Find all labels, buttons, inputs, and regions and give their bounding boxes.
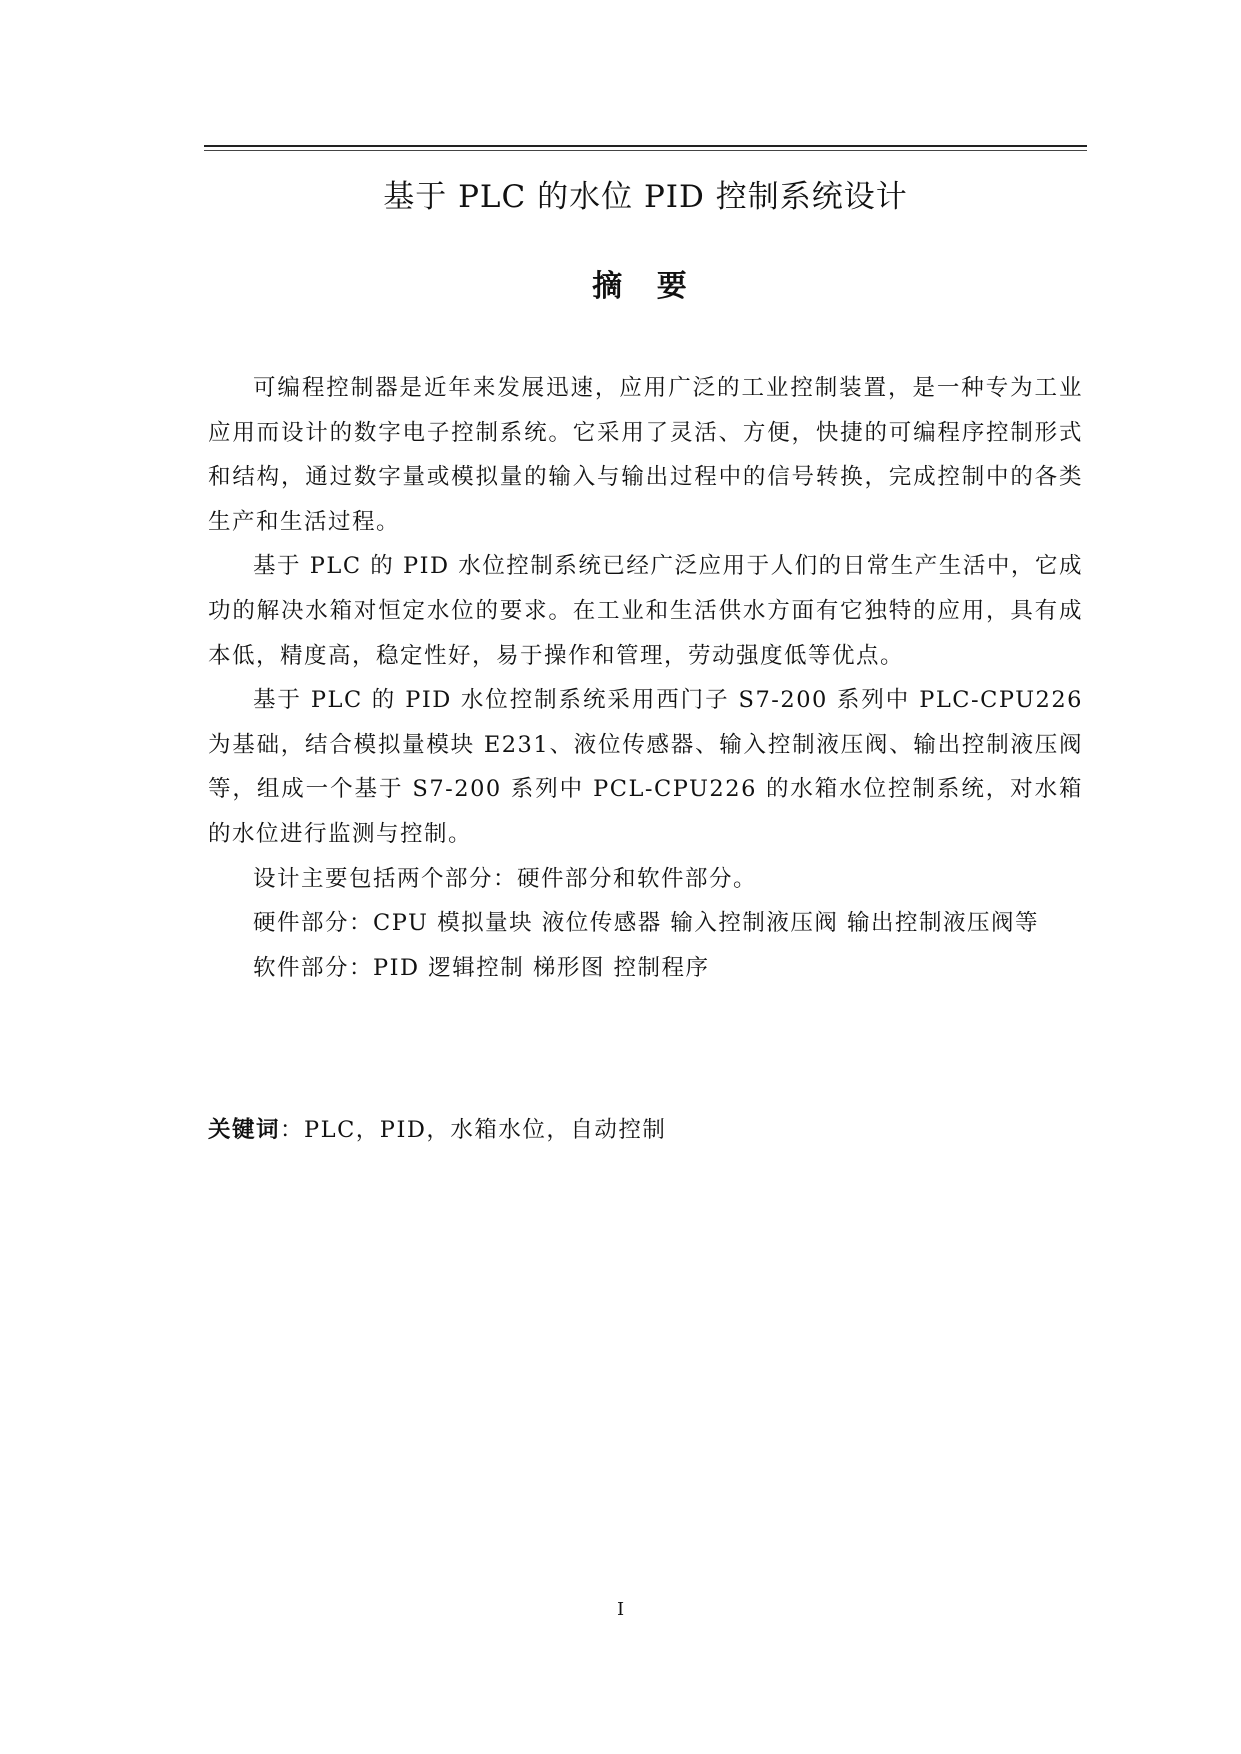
paper-title: 基于 PLC 的水位 PID 控制系统设计 (383, 179, 908, 215)
keywords-line (208, 1108, 1083, 1152)
abstract-paragraph-2: 基于 PLC 的 PID 水位控制系统已经广泛应用于人们的日常生产生活中，它成功的解决水箱对恒定水位的要求。在工业和生活供水方面有它独特的应用，具有成本低，精度高，稳定性好，易于操作和管理，劳动强度低等优点。 (208, 553, 1083, 669)
page-number: I (616, 1599, 625, 1620)
keywords-text: ：PLC，PID，水箱水位，自动控制 (280, 1117, 667, 1143)
abstract-body (208, 366, 1083, 990)
keywords-label: 关键词 (208, 1117, 281, 1143)
header-rule (204, 145, 1087, 147)
abstract-paragraph-4: 设计主要包括两个部分：硬件部分和软件部分。 (253, 865, 758, 892)
abstract-paragraph-6: 软件部分：PID 逻辑控制 梯形图 控制程序 (253, 954, 710, 981)
abstract-paragraph-1: 可编程控制器是近年来发展迅速，应用广泛的工业控制装置，是一种专为工业应用而设计的数字电子控制系统。它采用了灵活、方便，快捷的可编程序控制形式和结构，通过数字量或模拟量的输入与输出过程中的信号转换，完成控制中的各类生产和生活过程。 (208, 375, 1083, 535)
header-rule-thin (204, 150, 1087, 151)
abstract-paragraph-3: 基于 PLC 的 PID 水位控制系统采用西门子 S7-200 系列中 PLC-CPU226 为基础，结合模拟量模块 E231、液位传感器、输入控制液压阀、输出控制液压阀等，组成一个基于 S7-200 系列中 PCL-CPU226 的水箱水位控制系统，对水箱的水位进行监测与控制。 (208, 687, 1083, 847)
abstract-heading: 摘 要 (592, 269, 699, 304)
abstract-paragraph-5: 硬件部分：CPU 模拟量块 液位传感器 输入控制液压阀 输出控制液压阀等 (253, 910, 1040, 937)
